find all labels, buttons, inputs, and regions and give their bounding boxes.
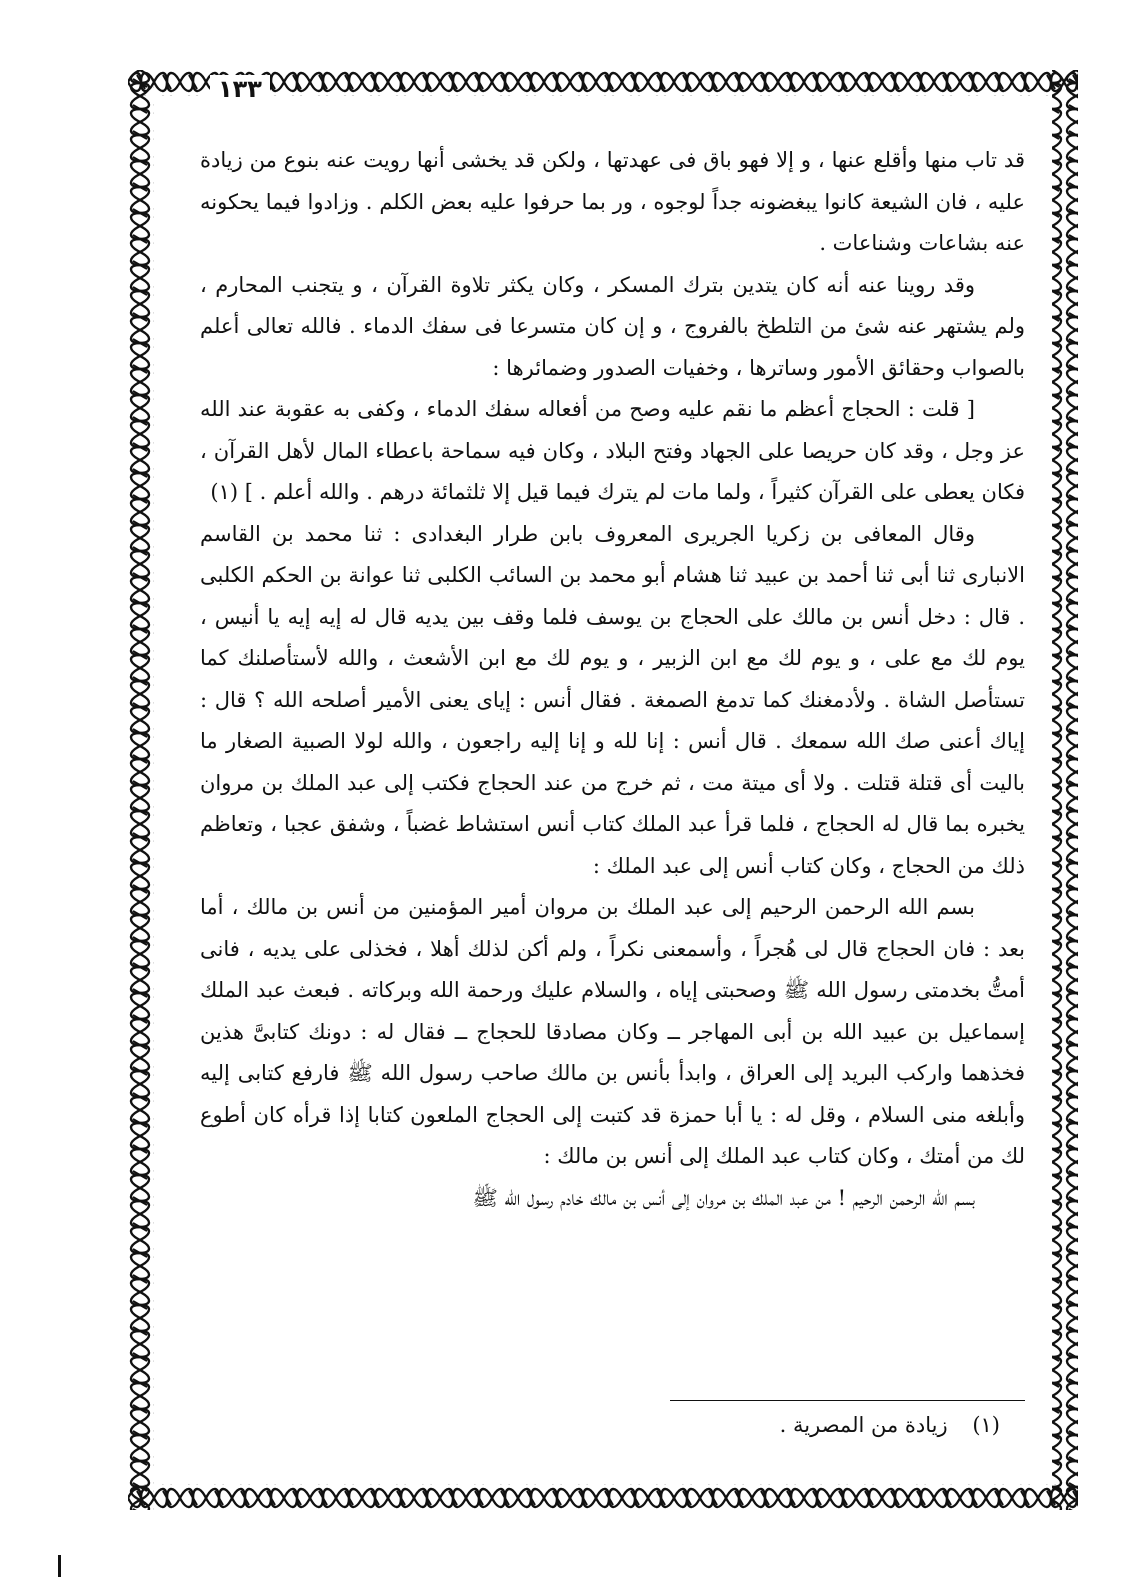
page-number: ١٣٣	[210, 75, 270, 103]
scan-edge-mark	[58, 1555, 61, 1577]
paragraph: بسم الله الرحمن الرحيم ! من عبد الملك بن مروان إلى أنس بن مالك خادم رسول الله ﷺ	[472, 1185, 975, 1210]
paragraph: وقال المعافى بن زكريا الجريرى المعروف بابن طرار البغدادى : ثنا محمد بن القاسم الانبارى ثنا أبى ثنا أحمد بن عبيد ثنا هشام أبو محمد بن السائب الكلبى ثنا عوانة بن الحكم الكلبى . قال : دخل أنس بن مالك على الحجاج بن يوسف فلما وقف بين يديه قال له إيه إيه يا أنيس ، يوم لك مع على ، و يوم لك مع ابن الزبير ، و يوم لك مع ابن الأشعث ، والله لأستأصلنك كما تستأصل الشاة . ولأدمغنك كما تدمغ الصمغة . فقال أنس : إياى يعنى الأمير أصلحه الله ؟ قال : إياك أعنى صك الله سمعك . قال أنس : إنا لله و إنا إليه راجعون ، والله لولا الصبية الصغار ما باليت أى قتلة قتلت . ولا أى ميتة مت ، ثم خرج من عند الحجاج فكتب إلى عبد الملك بن مروان يخبره بما قال له الحجاج ، فلما قرأ عبد الملك كتاب أنس استشاط غضباً ، وشفق عجبا ، وتعاظم ذلك من الحجاج ، وكان كتاب أنس إلى عبد الملك :	[200, 521, 1025, 878]
paragraph: بسم الله الرحمن الرحيم إلى عبد الملك بن مروان أمير المؤمنين من أنس بن مالك ، أما بعد : فان الحجاج قال لى هُجراً ، وأسمعنى نكراً ، ولم أكن لذلك أهلا ، فخذلى على يديه ، فانى أمتُّ بخدمتى رسول الله ﷺ وصحبتى إياه ، والسلام عليك ورحمة الله وبركاته . فبعث عبد الملك إسماعيل بن عبيد الله بن أبى المهاجر ــ وكان مصادقا للحجاج ــ فقال له : دونك كتابىَّ هذين فخذهما واركب البريد إلى العراق ، وابدأ بأنس بن مالك صاحب رسول الله ﷺ فارفع كتابى إليه وأبلغه منى السلام ، وقل له : يا أبا حمزة قد كتبت إلى الحجاج الملعون كتابا إذا قرأه كان أطوع لك من أمتك ، وكان كتاب عبد الملك إلى أنس بن مالك :	[200, 895, 1025, 1168]
paragraph: وقد روينا عنه أنه كان يتدين بترك المسكر ، وكان يكثر تلاوة القرآن ، و يتجنب المحارم ، ولم يشتهر عنه شئ من التلطخ بالفروج ، و إن كان متسرعا فى سفك الدماء . فالله تعالى أعلم بالصواب وحقائق الأمور وساترها ، وخفيات الصدور وضمائرها :	[200, 272, 1025, 380]
main-text	[200, 140, 1025, 1219]
footnote	[700, 1410, 1000, 1440]
footnote-text: زيادة من المصرية .	[779, 1413, 948, 1437]
paragraph: [ قلت : الحجاج أعظم ما نقم عليه وصح من أفعاله سفك الدماء ، وكفى به عقوبة عند الله عز وجل ، وقد كان حريصا على الجهاد وفتح البلاد ، وكان فيه سماحة باعطاء المال لأهل القرآن ، فكان يعطى على القرآن كثيراً ، ولما مات لم يترك فيما قيل إلا ثلثمائة درهم . والله أعلم . ] (١)	[200, 397, 1025, 504]
paragraph: قد تاب منها وأقلع عنها ، و إلا فهو باق فى عهدتها ، ولكن قد يخشى أنها رويت عنه بنوع من زيادة عليه ، فان الشيعة كانوا يبغضونه جداً لوجوه ، ور بما حرفوا عليه بعض الكلم . وزادوا فيما يحكونه عنه بشاعات وشناعات .	[200, 148, 1025, 255]
footnote-divider	[670, 1400, 1025, 1401]
footnote-number: (١)	[972, 1413, 1000, 1437]
